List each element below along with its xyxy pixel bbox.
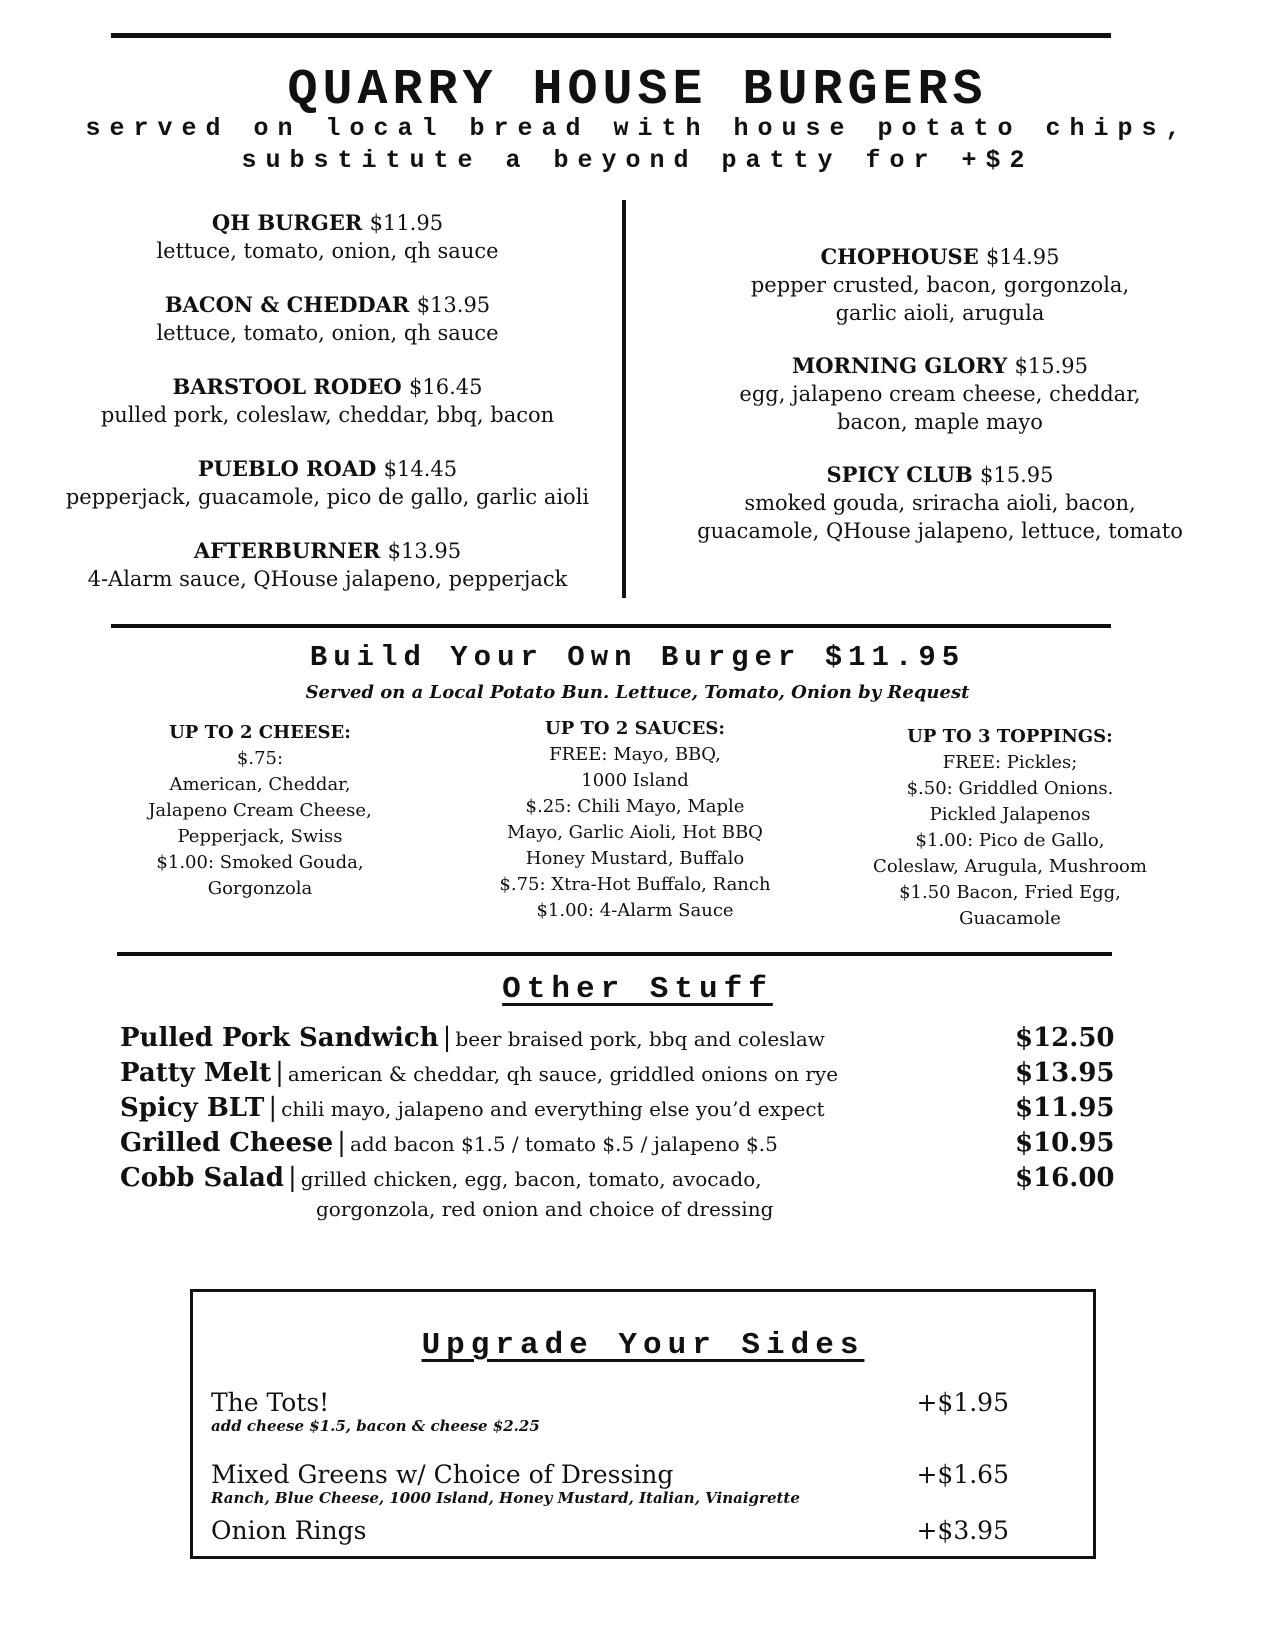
byo-topping-options [830,724,1190,932]
burger-description: pepper crusted, bacon, gorgonzola, [750,273,1130,297]
burger-price: $11.95 [369,211,444,235]
item-price: $13.95 [1015,1058,1115,1088]
menu-row [120,1163,1120,1193]
byo-top-rule [111,624,1111,628]
burger-price: $13.95 [416,293,491,317]
side-price: +$1.65 [916,1460,1009,1489]
side-price: +$1.95 [916,1388,1009,1417]
burger-description: smoked gouda, sriracha aioli, bacon, [744,491,1136,515]
burger-description: egg, jalapeno cream cheese, cheddar, [739,382,1141,406]
burger-description: guacamole, QHouse jalapeno, lettuce, tomato [697,519,1183,543]
side-item [211,1388,1071,1435]
sauce-line: $1.00: 4-Alarm Sauce [536,900,734,921]
burger-item [40,537,615,593]
topping-line: Pickled Jalapenos [929,804,1091,825]
sauce-line: $.25: Chili Mayo, Maple [525,796,745,817]
topping-line: $.50: Griddled Onions. [906,778,1114,799]
item-description-continued: gorgonzola, red onion and choice of dressing [316,1197,774,1221]
topping-line: $1.50 Bacon, Fried Egg, [899,882,1121,903]
separator: | [337,1128,346,1158]
burger-description: lettuce, tomato, onion, qh sauce [156,321,499,345]
side-name: Onion Rings [211,1516,367,1545]
item-description: american & cheddar, qh sauce, griddled onions on rye [287,1062,839,1086]
burger-item [40,455,615,511]
separator: | [275,1058,284,1088]
byo-sauce-options [455,716,815,924]
sauce-line: $.75: Xtra-Hot Buffalo, Ranch [499,874,771,895]
burger-price: $14.45 [383,457,458,481]
item-name: Pulled Pork Sandwich [120,1023,439,1053]
burger-name: QH BURGER [211,210,363,235]
subtitle-line-1: served on local bread with house potato chips, [85,114,1190,143]
burger-item [640,243,1240,327]
burgers-right-column [640,0,1240,600]
page-title: QUARRY HOUSE BURGERS [287,62,988,119]
toppings-heading: UP TO 3 TOPPINGS: [907,726,1113,747]
burger-name: BACON & CHEDDAR [164,292,410,317]
separator: | [268,1093,278,1123]
sides-box [190,1289,1096,1559]
burger-name: BARSTOOL RODEO [172,374,402,399]
column-divider [622,200,626,598]
item-price: $16.00 [1015,1163,1115,1193]
burger-item [40,373,615,429]
sauce-line: 1000 Island [581,770,689,791]
item-name: Grilled Cheese [120,1128,334,1158]
sides-title: Upgrade Your Sides [421,1328,865,1363]
item-price: $10.95 [1015,1128,1115,1158]
burger-description: garlic aioli, arugula [835,301,1045,325]
item-description: grilled chicken, egg, bacon, tomato, avocado, [300,1167,762,1191]
item-description: add bacon $1.5 / tomato $.5 / jalapeno $.5 [349,1132,778,1156]
side-name: Mixed Greens w/ Choice of Dressing [211,1460,674,1489]
burger-name: PUEBLO ROAD [197,456,377,481]
sauce-line: Honey Mustard, Buffalo [525,848,745,869]
burger-name: CHOPHOUSE [820,244,979,269]
item-description: chili mayo, jalapeno and everything else you’d expect [281,1097,825,1121]
sauces-heading: UP TO 2 SAUCES: [545,718,725,739]
burger-name: SPICY CLUB [826,462,973,487]
topping-line: $1.00: Pico de Gallo, [915,830,1105,851]
burger-price: $13.95 [387,539,462,563]
other-stuff-title: Other Stuff [502,972,773,1007]
burger-item [40,209,615,265]
sauce-line: FREE: Mayo, BBQ, [549,744,721,765]
burger-name: AFTERBURNER [193,538,381,563]
burger-description: bacon, maple mayo [837,410,1043,434]
burger-item [640,352,1240,436]
item-price: $11.95 [1015,1093,1115,1123]
cheese-line: $.75: [236,748,284,769]
side-name: The Tots! [211,1388,330,1417]
item-name: Patty Melt [120,1058,272,1088]
cheese-heading: UP TO 2 CHEESE: [169,722,351,743]
cheese-line: Gorgonzola [207,878,313,899]
byo-title: Build Your Own Burger $11.95 [309,641,966,674]
other-top-rule [117,952,1112,956]
topping-line: Coleslaw, Arugula, Mushroom [873,856,1147,877]
burger-name: MORNING GLORY [791,353,1008,378]
menu-row [120,1093,1120,1123]
side-note: Ranch, Blue Cheese, 1000 Island, Honey Mustard, Italian, Vinaigrette [211,1489,800,1507]
burger-description: lettuce, tomato, onion, qh sauce [156,239,499,263]
menu-row [120,1023,1120,1053]
byo-subtitle: Served on a Local Potato Bun. Lettuce, Tomato, Onion by Request [305,682,970,703]
item-name: Cobb Salad [120,1163,284,1193]
burger-description: pulled pork, coleslaw, cheddar, bbq, bacon [100,403,555,427]
burger-description: 4-Alarm sauce, QHouse jalapeno, pepperjack [87,567,568,591]
topping-line: FREE: Pickles; [942,752,1078,773]
item-name: Spicy BLT [120,1093,265,1123]
item-description: beer braised pork, bbq and coleslaw [455,1027,825,1051]
burger-price: $14.95 [986,245,1060,269]
menu-row [120,1058,1120,1088]
side-note: add cheese $1.5, bacon & cheese $2.25 [211,1417,540,1435]
side-price: +$3.95 [916,1516,1009,1545]
burger-price: $15.95 [1014,354,1089,378]
separator: | [442,1023,452,1053]
sauce-line: Mayo, Garlic Aioli, Hot BBQ [507,822,763,843]
cheese-line: $1.00: Smoked Gouda, [156,852,364,873]
burger-price: $16.45 [409,375,483,399]
cheese-line: Jalapeno Cream Cheese, [148,800,372,821]
cheese-line: American, Cheddar, [169,774,351,795]
burgers-left-column [40,0,615,600]
burger-price: $15.95 [980,463,1054,487]
cheese-line: Pepperjack, Swiss [177,826,343,847]
item-price: $12.50 [1015,1023,1115,1053]
separator: | [287,1163,297,1193]
side-item [211,1460,1071,1507]
burger-item [40,291,615,347]
byo-cheese-options [115,720,405,902]
side-item [211,1516,1071,1545]
subtitle-line-2: substitute a beyond patty for +$2 [241,146,1034,175]
burger-description: pepperjack, guacamole, pico de gallo, garlic aioli [65,485,590,509]
menu-row [120,1128,1120,1158]
burger-item [640,461,1240,545]
topping-line: Guacamole [959,908,1061,929]
